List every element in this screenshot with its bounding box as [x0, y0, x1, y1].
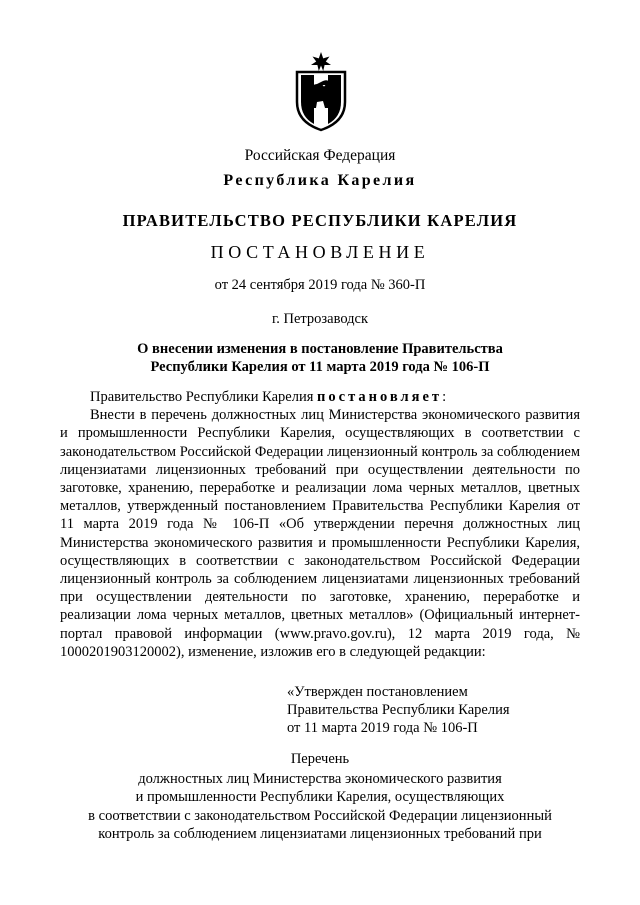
document-type: ПОСТАНОВЛЕНИЕ [210, 242, 430, 262]
subject-line: Республики Карелия от 11 марта 2019 года № 106-П [150, 359, 490, 375]
list-description [0, 770, 640, 843]
approval-line: Правительства Республики Карелия [287, 702, 510, 718]
karelia-coat-of-arms-icon [292, 50, 350, 132]
list-title: Перечень [290, 751, 350, 767]
list-line: должностных лиц Министерства экономического развития [138, 771, 502, 787]
document-body [60, 388, 580, 661]
city-name: г. Петрозаводск [271, 311, 369, 327]
intro-paragraph [60, 388, 580, 406]
list-line: контроль за соблюдением лицензиатами лицензионных требований при [98, 825, 542, 842]
approval-line: «Утвержден постановлением [287, 684, 468, 700]
main-paragraph: Внести в перечень должностных лиц Министерства экономического развития и промышленности Республики Карелия, осуществляющих в соответствии с законодательством Российской Федерации лицензионный контроль за соблюдением лицензиатами лицензионных требований при осуществлении деятельности по заготовке, хранению, переработке и реализации лома черных металлов, цветных металлов, утвержденный постановлением Правительства Республики Карелия от 11 марта 2019 года № 106-П «Об утверждении перечня должностных лиц Министерства экономического развития и промышленности Республики Карелия, осуществляющих в соответствии с законодательством Российской Федерации лицензионный контроль за соблюдением лицензиатами лицензионных требований при осуществлении деятельности по заготовке, хранению, переработке и реализации лома черных металлов, цветных металлов» (Официальный интернет-портал правовой информации (www.pravo.gov.ru), 12 марта 2019 года, № 1000201903120002), изменение, изложив его в следующей редакции: [60, 407, 580, 660]
subject-line: О внесении изменения в постановление Правительства [137, 341, 503, 357]
intro-suffix: : [442, 389, 447, 405]
list-line: в соответствии с законодательством Российской Федерации лицензионный [88, 807, 552, 824]
country-name: Российская Федерация [244, 147, 396, 164]
republic-name: Республика Карелия [223, 172, 417, 189]
approval-stamp [287, 683, 510, 737]
subject-heading [0, 340, 640, 376]
intro-verb: постановляет [317, 389, 443, 405]
government-title: ПРАВИТЕЛЬСТВО РЕСПУБЛИКИ КАРЕЛИЯ [122, 211, 518, 230]
date-line: от 24 сентября 2019 года № 360-П [214, 277, 426, 293]
approval-line: от 11 марта 2019 года № 106-П [287, 720, 478, 736]
intro-prefix: Правительство Республики Карелия [90, 389, 318, 405]
list-line: и промышленности Республики Карелия, осуществляющих [135, 789, 505, 806]
